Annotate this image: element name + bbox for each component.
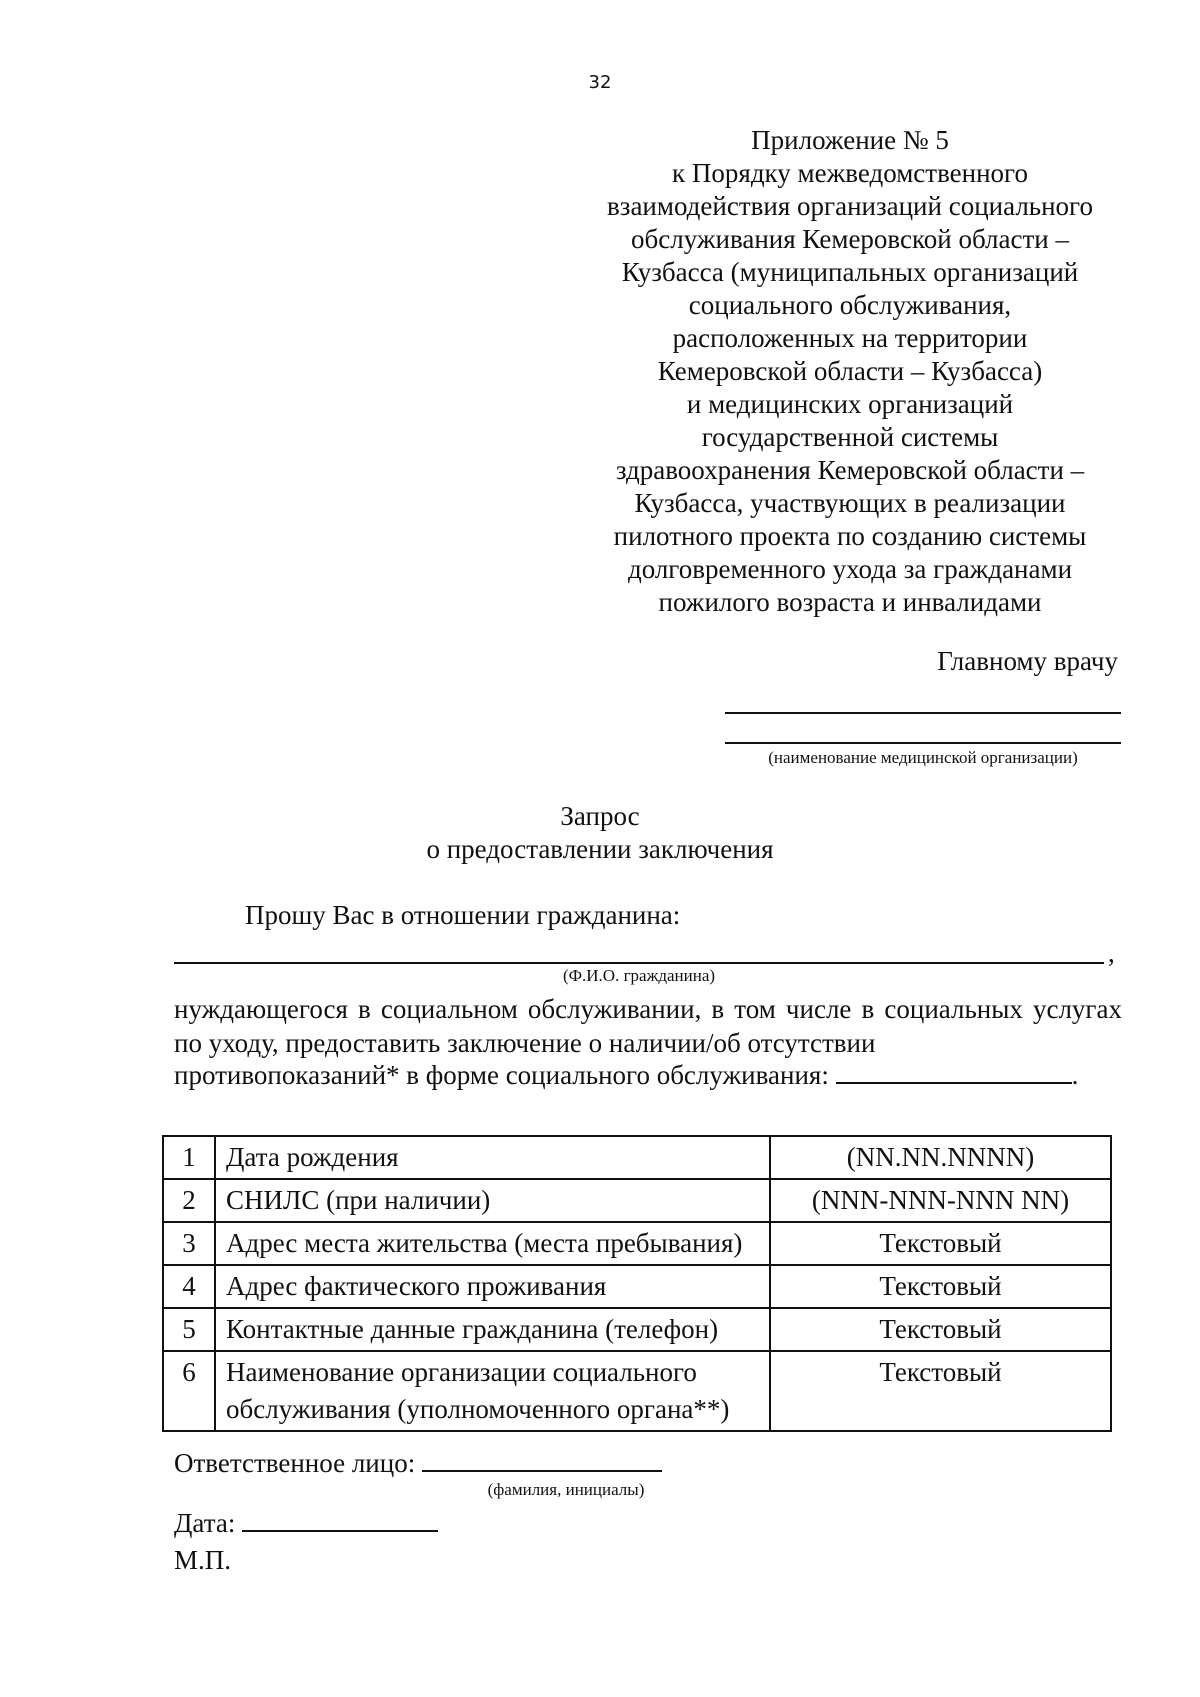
page-number: 32: [588, 72, 612, 93]
row-format: (NNN-NNN-NNN NN): [770, 1179, 1111, 1222]
appendix-line: обслуживания Кемеровской области –: [631, 224, 1069, 254]
row-label: Адрес места жительства (места пребывания): [215, 1222, 770, 1265]
appendix-line: государственной системы: [701, 422, 999, 452]
row-label: Контактные данные гражданина (телефон): [215, 1308, 770, 1351]
row-number: 2: [163, 1179, 215, 1222]
document-title: [0, 800, 1200, 866]
table-row: [163, 1179, 1111, 1222]
title-line-2: о предоставлении заключения: [426, 834, 774, 864]
responsible-person: [174, 1448, 662, 1479]
medical-org-caption: (наименование медицинской организации): [768, 748, 1078, 767]
request-intro: Прошу Вас в отношении гражданина:: [245, 900, 681, 930]
appendix-line: долговременного ухода за гражданами: [627, 554, 1073, 584]
row-number: 5: [163, 1308, 215, 1351]
stamp-place: М.П.: [174, 1545, 232, 1575]
appendix-line: пилотного проекта по созданию системы: [613, 521, 1087, 551]
date-label: Дата:: [174, 1508, 236, 1538]
date-field: [174, 1508, 438, 1539]
table-row: [163, 1222, 1111, 1265]
request-body-last-text: противопоказаний* в форме социального обслуживания:: [174, 1060, 829, 1090]
table-row: [163, 1308, 1111, 1351]
citizen-data-table: [162, 1135, 1112, 1432]
appendix-line: и медицинских организаций: [686, 389, 1014, 419]
row-number: 4: [163, 1265, 215, 1308]
service-form-blank[interactable]: [836, 1060, 1072, 1084]
citizen-fio-blank[interactable]: [174, 962, 1104, 964]
row-format: Текстовый: [770, 1222, 1111, 1265]
appendix-line: пожилого возраста и инвалидами: [658, 587, 1042, 617]
appendix-line: Кемеровской области – Кузбасса): [657, 356, 1043, 386]
row-format: Текстовый: [770, 1308, 1111, 1351]
row-label: Дата рождения: [215, 1136, 770, 1179]
appendix-line: Приложение № 5: [751, 125, 949, 155]
date-blank[interactable]: [242, 1508, 438, 1532]
row-number: 6: [163, 1351, 215, 1431]
row-label: Адрес фактического проживания: [215, 1265, 770, 1308]
appendix-line: социального обслуживания,: [688, 290, 1012, 320]
appendix-line: взаимодействия организаций социального: [607, 191, 1093, 221]
table-row: [163, 1136, 1111, 1179]
row-format: Текстовый: [770, 1265, 1111, 1308]
medical-org-blank[interactable]: [725, 742, 1121, 744]
appendix-line: расположенных на территории: [672, 323, 1028, 353]
row-number: 3: [163, 1222, 215, 1265]
title-line-1: Запрос: [560, 801, 640, 831]
row-label: Наименование организации социального обслуживания (уполномоченного органа**): [215, 1351, 770, 1431]
appendix-header: [560, 124, 1140, 619]
responsible-name-blank[interactable]: [422, 1448, 662, 1472]
responsible-caption: (фамилия, инициалы): [487, 1480, 645, 1499]
table-row: [163, 1265, 1111, 1308]
appendix-line: Кузбасса (муниципальных организаций: [621, 257, 1079, 287]
fio-comma: ,: [1108, 938, 1115, 968]
addressee-name-blank[interactable]: [725, 712, 1121, 714]
row-format: Текстовый: [770, 1351, 1111, 1431]
request-body-last: [174, 1060, 1078, 1091]
table-row: [163, 1351, 1111, 1431]
responsible-label: Ответственное лицо:: [174, 1448, 416, 1478]
row-format: (NN.NN.NNNN): [770, 1136, 1111, 1179]
row-label: СНИЛС (при наличии): [215, 1179, 770, 1222]
appendix-line: к Порядку межведомственного: [672, 158, 1028, 188]
request-period: .: [1071, 1060, 1079, 1090]
row-number: 1: [163, 1136, 215, 1179]
request-body: нуждающегося в социальном обслуживании, в том числе в социальных услугах по уходу, предоставить заключение о наличии/об отсутствии: [174, 994, 1122, 1058]
addressee-title: Главному врачу: [937, 646, 1118, 676]
appendix-line: здравоохранения Кемеровской области –: [615, 455, 1085, 485]
appendix-line: Кузбасса, участвующих в реализации: [634, 488, 1066, 518]
citizen-fio-caption: (Ф.И.О. гражданина): [562, 966, 716, 985]
